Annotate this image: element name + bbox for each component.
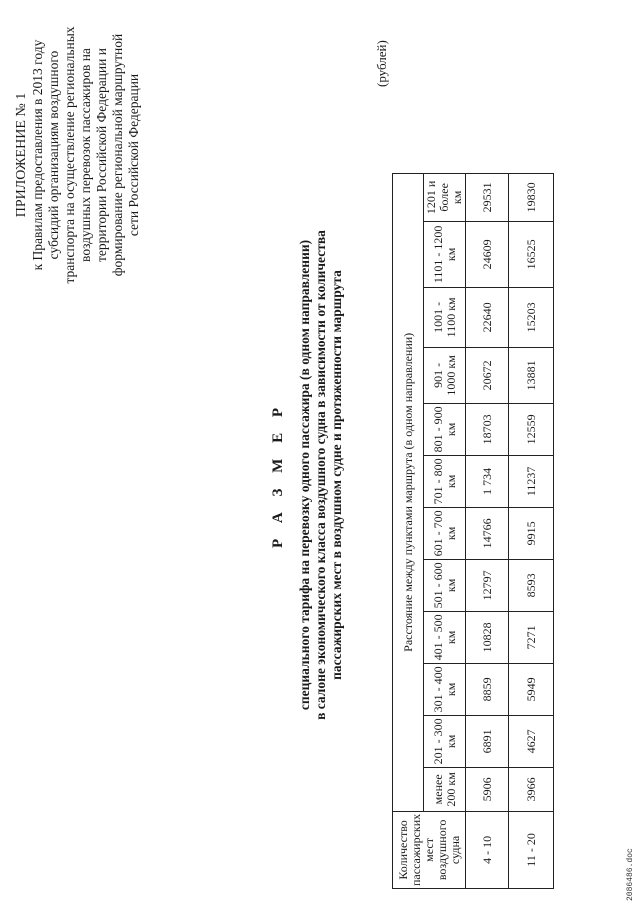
distance-band-header: 601 - 700 км: [424, 507, 466, 559]
distance-band-header: менее 200 км: [424, 767, 466, 811]
appendix-line: воздушных перевозок пассажиров на: [78, 48, 93, 262]
tariff-cell: 15203: [509, 287, 554, 347]
tariff-cell: 3966: [509, 767, 554, 811]
tariff-cell: 5906: [466, 767, 509, 811]
tariff-cell: 13881: [509, 347, 554, 403]
tariff-cell: 22640: [466, 287, 509, 347]
distance-band-header: 501 - 600 км: [424, 559, 466, 611]
appendix-block: [14, 15, 142, 295]
tariff-cell: 10828: [466, 611, 509, 663]
tariff-cell: 19830: [509, 173, 554, 221]
document-code: 2086486.doc: [626, 848, 635, 901]
tariff-cell: 1 734: [466, 455, 509, 507]
tariff-cell: 9915: [509, 507, 554, 559]
subtitle-line: пассажирских мест в воздушном судне и протяженности маршрута: [329, 270, 344, 680]
seats-cell: 11 - 20: [509, 811, 554, 888]
appendix-title: ПРИЛОЖЕНИЕ № 1: [14, 92, 29, 218]
distance-band-header: 301 - 400 км: [424, 663, 466, 715]
tariff-cell: 8593: [509, 559, 554, 611]
tariff-cell: 20672: [466, 347, 509, 403]
tariff-cell: 4627: [509, 715, 554, 767]
distance-band-header: 701 - 800 км: [424, 455, 466, 507]
tariff-cell: 6891: [466, 715, 509, 767]
distance-band-header: 1101 - 1200 км: [424, 221, 466, 287]
tariff-cell: 12559: [509, 403, 554, 455]
tariff-table: [392, 173, 554, 889]
tariff-cell: 12797: [466, 559, 509, 611]
table-row: [509, 173, 554, 888]
distance-band-header: 1201 и более км: [424, 173, 466, 221]
subtitle-line: в салоне экономического класса воздушного судна в зависимости от количества: [313, 230, 328, 720]
distance-column-header: Расстояние между пунктами маршрута (в одном направлении): [393, 173, 424, 811]
appendix-line: сети Российской Федерации: [126, 73, 141, 237]
appendix-line: субсидий организациям воздушного: [46, 50, 61, 260]
document-heading: [270, 125, 345, 825]
tariff-cell: 8859: [466, 663, 509, 715]
distance-band-header: 201 - 300 км: [424, 715, 466, 767]
tariff-cell: 18703: [466, 403, 509, 455]
tariff-cell: 24609: [466, 221, 509, 287]
tariff-cell: 16525: [509, 221, 554, 287]
tariff-cell: 14766: [466, 507, 509, 559]
distance-band-header: 401 - 500 км: [424, 611, 466, 663]
appendix-line: формирование региональной маршрутной: [110, 33, 125, 277]
appendix-line: к Правилам предоставления в 2013 году: [30, 39, 45, 271]
tariff-cell: 5949: [509, 663, 554, 715]
subtitle-line: специального тарифа на перевозку одного пассажира (в одном направлении): [297, 239, 312, 711]
appendix-line: территории Российской Федерации и: [94, 48, 109, 262]
document-title: Р А З М Е Р: [270, 402, 286, 548]
seats-cell: 4 - 10: [466, 811, 509, 888]
distance-band-header: 1001 - 1100 км: [424, 287, 466, 347]
unit-label: (рублей): [374, 40, 389, 87]
seats-column-header: Количество пассажирских мест воздушного судна: [393, 811, 466, 888]
appendix-line: транспорта на осуществление региональных: [62, 26, 77, 284]
distance-band-header: 901 - 1000 км: [424, 347, 466, 403]
tariff-cell: 11237: [509, 455, 554, 507]
tariff-cell: 7271: [509, 611, 554, 663]
table-row: [466, 173, 509, 888]
distance-band-header: 801 - 900 км: [424, 403, 466, 455]
tariff-cell: 29531: [466, 173, 509, 221]
